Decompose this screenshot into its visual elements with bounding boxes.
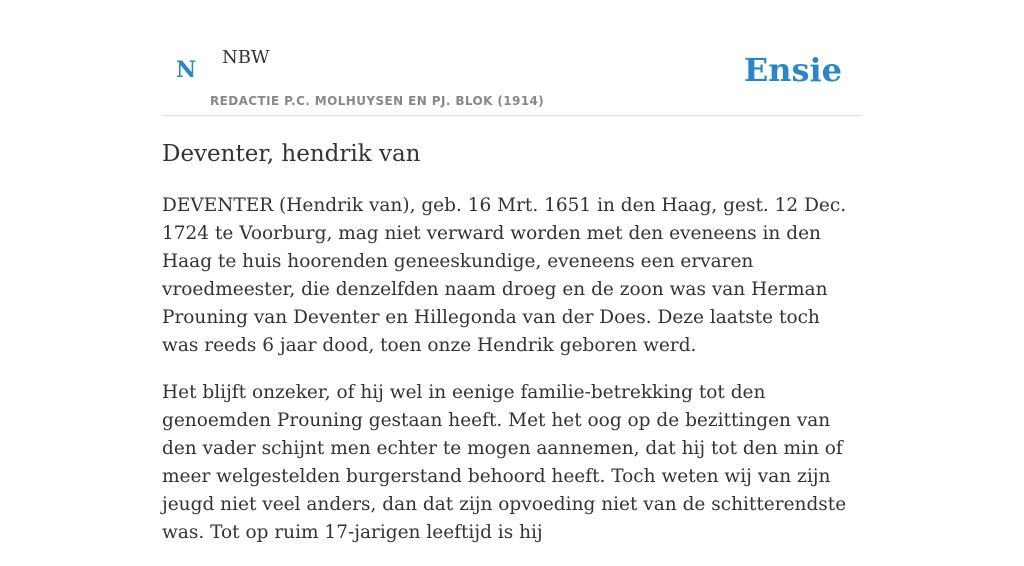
book-subtitle: REDACTIE P.C. MOLHUYSEN EN PJ. BLOK (1914) [210,94,545,108]
book-letter: N [175,57,197,83]
book-title-link[interactable]: NBW [222,47,270,68]
brand-logo-link[interactable]: Ensie [743,51,842,89]
article-paragraph: DEVENTER (Hendrik van), geb. 16 Mrt. 1651 in den Haag, gest. 12 Dec. 1724 te Voorburg, mag niet verward worden met den eveneens in den Haag te huis hoorenden geneeskundige, eveneens een ervaren vroedmeester, die denzelfden naam droeg en de zoon was van Herman Prouning van Deventer en Hillegonda van der Does. Deze laatste toch was reeds 6 jaar dood, toen onze Hendrik geboren werd. [162,195,847,356]
article-title: Deventer, hendrik van [162,141,421,167]
article-body [162,192,862,566]
article-paragraph: Het blijft onzeker, of hij wel in eenige familie-betrekking tot den genoemden Prouning gestaan heeft. Met het oog op de bezittingen van den vader schijnt men echter te mogen aannemen, dat hij tot den min of meer welgestelden burgerstand behoord heeft. Toch weten wij van zijn jeugd niet veel anders, dan dat zijn opvoeding niet van de schitterendste was. Tot op ruim 17-jarigen leeftijd is hij [162,382,847,543]
site-header [162,36,862,116]
